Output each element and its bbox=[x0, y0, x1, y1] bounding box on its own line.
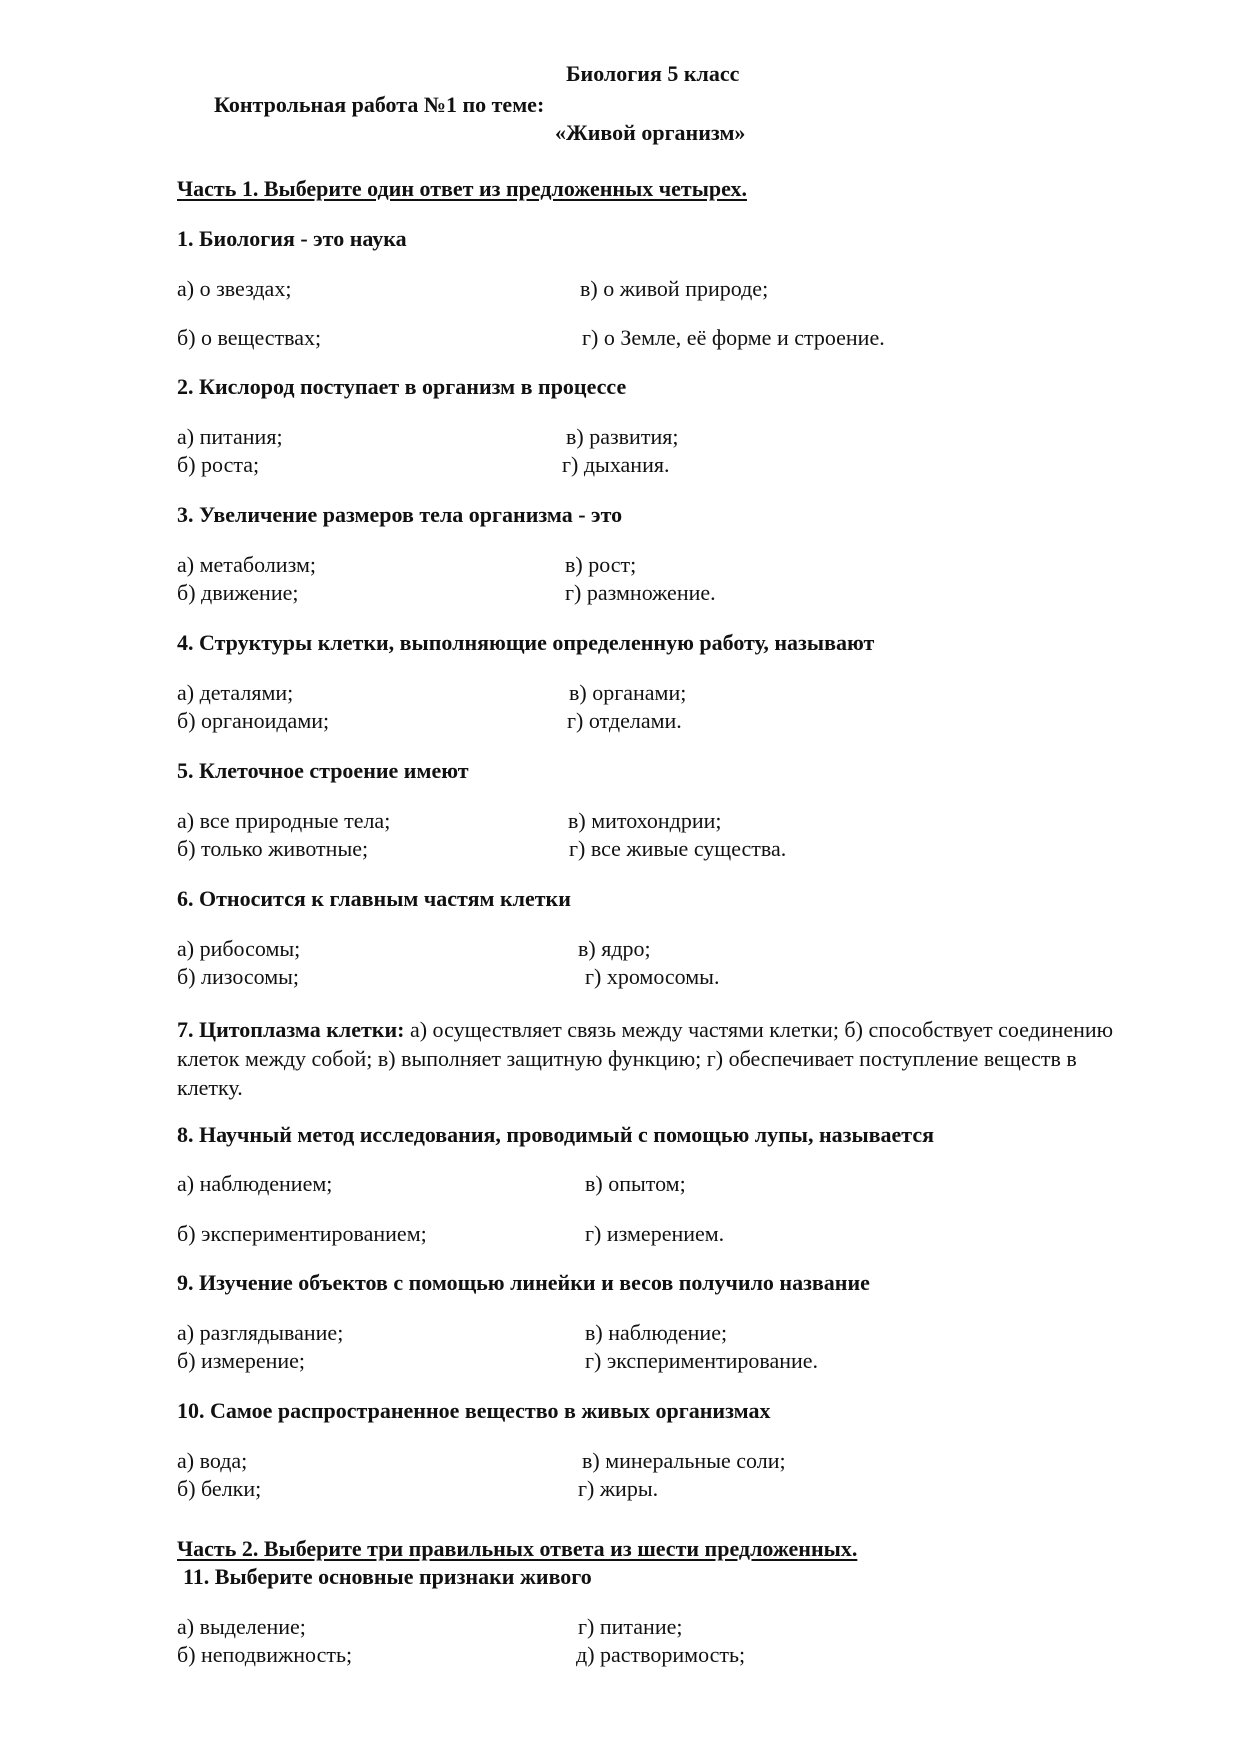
answer-option: г) о Земле, её форме и строение. bbox=[582, 325, 885, 350]
answer-option: в) органами; bbox=[569, 680, 687, 705]
answer-option: б) органоидами; bbox=[177, 708, 330, 733]
answer-option: г) все живые существа. bbox=[569, 836, 787, 861]
answer-option: г) экспериментирование. bbox=[585, 1348, 819, 1373]
question-title: 11. Выберите основные признаки живого bbox=[183, 1564, 592, 1589]
answer-option: а) рибосомы; bbox=[177, 936, 301, 961]
answer-option: в) ядро; bbox=[578, 936, 651, 961]
answer-option: д) растворимость; bbox=[576, 1642, 746, 1667]
test-title: Контрольная работа №1 по теме: bbox=[214, 92, 545, 117]
question-title: 3. Увеличение размеров тела организма - это bbox=[177, 502, 623, 527]
topic-title: «Живой организм» bbox=[555, 120, 746, 145]
answer-option: в) развития; bbox=[566, 424, 679, 449]
answer-option: а) выделение; bbox=[177, 1614, 306, 1639]
answer-option: б) измерение; bbox=[177, 1348, 306, 1373]
part2-heading: Часть 2. Выберите три правильных ответа из шести предложенных. bbox=[177, 1536, 858, 1561]
answer-option: г) дыхания. bbox=[562, 452, 670, 477]
answer-option: б) движение; bbox=[177, 580, 299, 605]
answer-option: б) белки; bbox=[177, 1476, 262, 1501]
question-title: 9. Изучение объектов с помощью линейки и весов получило название bbox=[177, 1270, 870, 1295]
question-7-paragraph bbox=[177, 1015, 1127, 1102]
question-title: 5. Клеточное строение имеют bbox=[177, 758, 469, 783]
answer-option: а) питания; bbox=[177, 424, 283, 449]
answer-option: г) питание; bbox=[578, 1614, 683, 1639]
answer-option: в) о живой природе; bbox=[580, 276, 769, 301]
answer-option: б) экспериментированием; bbox=[177, 1221, 427, 1246]
answer-option: а) деталями; bbox=[177, 680, 294, 705]
question-body: а) осуществляет связь между частями клетки; б) способствует соединению клеток между собой; в) выполняет защитную функцию; г) обеспечивает поступление веществ в клетку. bbox=[177, 1017, 1114, 1100]
question-title: 8. Научный метод исследования, проводимый с помощью лупы, называется bbox=[177, 1122, 935, 1147]
answer-option: б) лизосомы; bbox=[177, 964, 300, 989]
answer-option: г) жиры. bbox=[578, 1476, 659, 1501]
answer-option: б) неподвижность; bbox=[177, 1642, 353, 1667]
answer-option: а) вода; bbox=[177, 1448, 248, 1473]
question-title: 6. Относится к главным частям клетки bbox=[177, 886, 571, 911]
subject-heading: Биология 5 класс bbox=[566, 61, 740, 86]
answer-option: в) минеральные соли; bbox=[582, 1448, 786, 1473]
answer-option: в) рост; bbox=[565, 552, 637, 577]
answer-option: а) о звездах; bbox=[177, 276, 292, 301]
question-title: 4. Структуры клетки, выполняющие определенную работу, называют bbox=[177, 630, 875, 655]
answer-option: а) метаболизм; bbox=[177, 552, 316, 577]
answer-option: б) о веществах; bbox=[177, 325, 322, 350]
answer-option: а) все природные тела; bbox=[177, 808, 391, 833]
question-title: 1. Биология - это наука bbox=[177, 226, 407, 251]
answer-option: г) хромосомы. bbox=[585, 964, 720, 989]
answer-option: г) размножение. bbox=[565, 580, 716, 605]
answer-option: а) наблюдением; bbox=[177, 1171, 333, 1196]
part1-heading: Часть 1. Выберите один ответ из предложенных четырех. bbox=[177, 176, 747, 201]
question-title: 2. Кислород поступает в организм в процессе bbox=[177, 374, 627, 399]
answer-option: г) измерением. bbox=[585, 1221, 725, 1246]
question-title: 7. Цитоплазма клетки: bbox=[177, 1017, 405, 1042]
answer-option: в) митохондрии; bbox=[568, 808, 722, 833]
answer-option: б) роста; bbox=[177, 452, 260, 477]
answer-option: а) разглядывание; bbox=[177, 1320, 344, 1345]
answer-option: б) только животные; bbox=[177, 836, 369, 861]
question-title: 10. Самое распространенное вещество в живых организмах bbox=[177, 1398, 771, 1423]
answer-option: в) наблюдение; bbox=[585, 1320, 728, 1345]
answer-option: г) отделами. bbox=[567, 708, 682, 733]
answer-option: в) опытом; bbox=[585, 1171, 686, 1196]
